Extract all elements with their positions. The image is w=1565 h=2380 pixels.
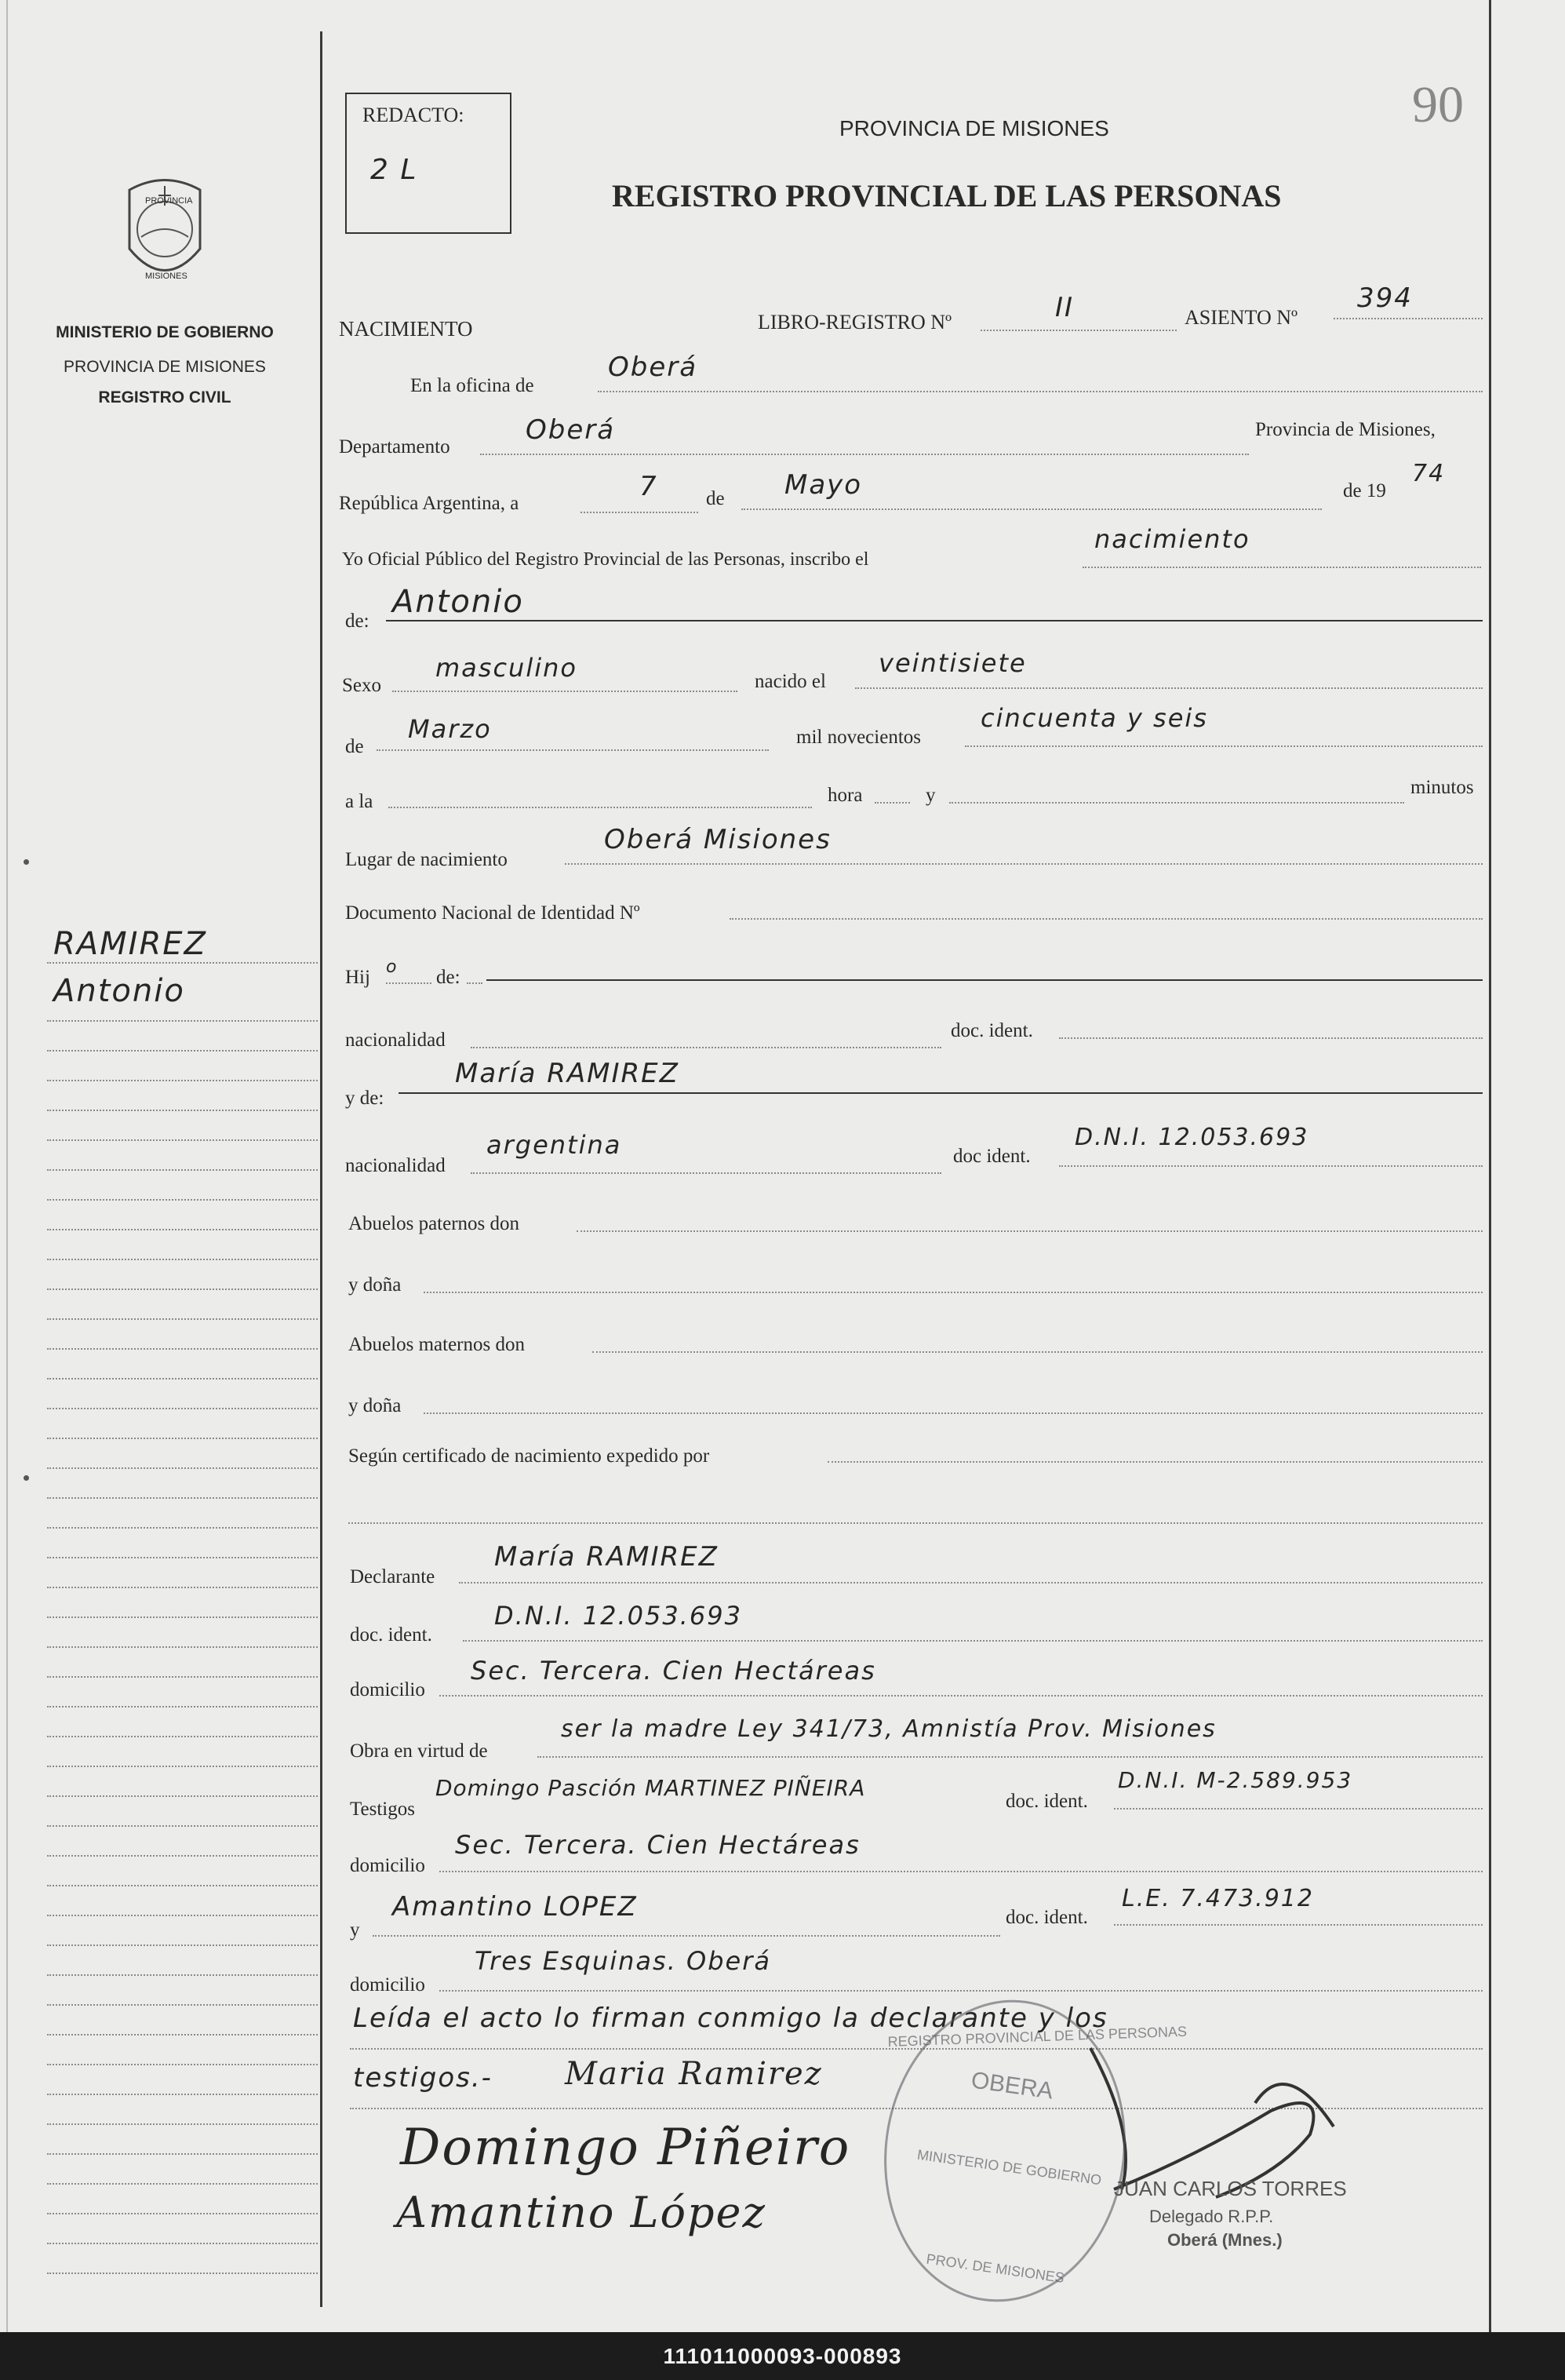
- margin-ruled-line: [47, 1050, 318, 1052]
- ydona2-line: [424, 1412, 1483, 1414]
- sexo-value: masculino: [435, 653, 577, 683]
- closing-statement: Leída el acto lo firman conmigo la declarante y los: [353, 2003, 1108, 2034]
- dni-line: [730, 918, 1483, 920]
- ydona-1-label: y doña: [348, 1274, 402, 1296]
- hij-value: o: [386, 957, 399, 977]
- nacido-line: [855, 687, 1483, 689]
- sexo-line: [392, 691, 737, 692]
- margin-ruled-line: [47, 2153, 318, 2155]
- margin-ruled-line: [47, 1795, 318, 1797]
- hij-label: Hij: [345, 967, 370, 988]
- margin-ruled-line: [47, 1288, 318, 1290]
- y-label: y: [926, 785, 936, 806]
- document-code-footer: 111011000093-000893: [0, 2332, 1565, 2380]
- obra-line: [537, 1756, 1483, 1758]
- nacionalidad-2-value: argentina: [486, 1130, 622, 1160]
- abuelos-m-line: [592, 1351, 1483, 1353]
- margin-ruled-line: [47, 1438, 318, 1439]
- margin-ruled-line: [47, 1139, 318, 1141]
- mother-value: María RAMIREZ: [455, 1058, 679, 1089]
- nac2-line: [471, 1172, 941, 1174]
- day-line: [581, 512, 698, 513]
- inscribo-line: [1083, 567, 1481, 568]
- margin-ruled-line: [47, 1766, 318, 1767]
- hour-line: [388, 807, 812, 808]
- page-number: 90: [1412, 76, 1464, 133]
- lugar-label: Lugar de nacimiento: [345, 849, 508, 870]
- margin-ruled-line: [47, 1020, 318, 1022]
- asiento-value: 394: [1357, 282, 1413, 314]
- hora-label: hora: [828, 785, 863, 806]
- hij-de-label: de:: [436, 967, 460, 988]
- margin-ruled-line: [47, 1527, 318, 1529]
- oficina-label: En la oficina de: [410, 375, 534, 396]
- segun-line-1: [828, 1461, 1483, 1463]
- officer-name-stamp: JUAN CARLOS TORRES: [1114, 2177, 1347, 2200]
- margin-ruled-line: [47, 1378, 318, 1380]
- signature-maria-ramirez: Maria Ramirez: [565, 2056, 823, 2092]
- punch-hole: [24, 859, 29, 865]
- docident2-line: [1059, 1165, 1483, 1167]
- year-value: 74: [1412, 460, 1446, 487]
- inscribo-value: nacimiento: [1094, 524, 1250, 554]
- father-line: [486, 979, 1483, 981]
- redacto-value: 2 L: [370, 154, 418, 186]
- segun-label: Según certificado de nacimiento expedido por: [348, 1445, 710, 1467]
- departamento-line: [480, 454, 1249, 455]
- margin-ruled-line: [47, 2123, 318, 2125]
- docident-4-value: D.N.I. M-2.589.953: [1118, 1767, 1353, 1793]
- docident-3-label: doc. ident.: [350, 1624, 432, 1646]
- margin-ruled-line: [47, 2034, 318, 2036]
- declarante-line: [459, 1582, 1483, 1584]
- officer-place-stamp: Oberá (Mnes.): [1167, 2230, 1283, 2250]
- margin-ruled-line: [47, 1199, 318, 1201]
- domicilio-3-value: Tres Esquinas. Oberá: [475, 1946, 771, 1976]
- round-stamp-center: OBERA: [969, 2067, 1055, 2105]
- mil-value: cincuenta y seis: [981, 703, 1208, 733]
- officer-title-stamp: Delegado R.P.P.: [1149, 2207, 1274, 2226]
- oficina-line: [598, 391, 1483, 392]
- redacto-box: [345, 93, 511, 234]
- province-heading: PROVINCIA DE MISIONES: [839, 116, 1109, 140]
- signature-amantino-lopez: Amantino López: [396, 2188, 766, 2237]
- margin-ruled-line: [47, 2064, 318, 2065]
- margin-ruled-line: [47, 1348, 318, 1350]
- birth-month-line: [377, 749, 769, 751]
- nacionalidad-1-label: nacionalidad: [345, 1030, 446, 1051]
- margin-ruled-line: [47, 1706, 318, 1708]
- libro-line: [981, 330, 1177, 331]
- abuelos-p-line: [577, 1230, 1483, 1232]
- asiento-line: [1334, 318, 1483, 319]
- month-line: [741, 508, 1322, 510]
- margin-ruled-line: [47, 1408, 318, 1409]
- margin-ruled-line: [47, 1497, 318, 1499]
- form-right-border: [1489, 0, 1491, 2332]
- nacionalidad-2-label: nacionalidad: [345, 1155, 446, 1176]
- ala-label: a la: [345, 791, 373, 812]
- obra-label: Obra en virtud de: [350, 1740, 488, 1762]
- margin-ruled-line: [47, 1169, 318, 1171]
- margin-ruled-line: [47, 1467, 318, 1469]
- day-value: 7: [639, 471, 658, 502]
- margin-ruled-line: [47, 1855, 318, 1857]
- margin-ruled-line: [47, 2272, 318, 2274]
- republica-label: República Argentina, a: [339, 493, 519, 514]
- declarante-label: Declarante: [350, 1566, 435, 1587]
- name-line: [386, 620, 1483, 621]
- inscribo-label: Yo Oficial Público del Registro Provincial de las Personas, inscribo el: [342, 549, 869, 570]
- margin-ruled-line: [47, 1110, 318, 1111]
- sexo-label: Sexo: [342, 675, 381, 696]
- oficina-value: Oberá: [608, 352, 698, 383]
- act-type-label: NACIMIENTO: [339, 317, 473, 341]
- margin-ruled-line: [47, 1080, 318, 1081]
- margin-ruled-line: [47, 2004, 318, 2006]
- docident-4-label: doc. ident.: [1006, 1791, 1088, 1812]
- page-edge-line: [6, 0, 8, 2332]
- libro-label: LIBRO-REGISTRO Nº: [758, 311, 952, 333]
- round-stamp-bottom: PROV. DE MISIONES: [925, 2251, 1065, 2286]
- witness-2-value: Amantino LOPEZ: [392, 1891, 638, 1923]
- abuelos-paternos-label: Abuelos paternos don: [348, 1213, 520, 1234]
- registry-line: REGISTRO CIVIL: [98, 388, 231, 406]
- departamento-label: Departamento: [339, 436, 450, 457]
- testigos-label: Testigos: [350, 1799, 415, 1820]
- margin-surname: RAMIREZ: [53, 926, 207, 962]
- signature-domingo-pineiro: Domingo Piñeiro: [400, 2119, 851, 2177]
- hij-dots: [386, 982, 431, 984]
- docident5-line: [1114, 1924, 1483, 1926]
- nacido-label: nacido el: [755, 671, 826, 692]
- nacido-value: veintisiete: [879, 648, 1027, 678]
- yde-label: y de:: [345, 1088, 384, 1109]
- birth-month-value: Marzo: [408, 714, 492, 744]
- dni-label: Documento Nacional de Identidad Nº: [345, 902, 640, 924]
- domicilio3-line: [439, 1990, 1483, 1992]
- domicilio2-line: [439, 1871, 1483, 1872]
- margin-ruled-line: [47, 1587, 318, 1588]
- round-stamp-text: REGISTRO PROVINCIAL DE LAS PERSONAS: [887, 2023, 1188, 2050]
- asiento-label: ASIENTO Nº: [1185, 306, 1298, 329]
- y2-label: y: [350, 1919, 360, 1941]
- margin-ruled-line: [47, 1318, 318, 1320]
- de-label: de: [706, 488, 725, 509]
- punch-hole: [24, 1475, 29, 1481]
- provincia-label: Provincia de Misiones,: [1255, 419, 1436, 440]
- margin-ruled-line: [47, 1616, 318, 1618]
- departamento-value: Oberá: [526, 414, 616, 446]
- margin-ruled-line: [47, 1676, 318, 1678]
- mil-novecientos-label: mil novecientos: [796, 727, 921, 748]
- witness2-line: [373, 1935, 1000, 1937]
- domicilio-2-value: Sec. Tercera. Cien Hectáreas: [455, 1830, 861, 1860]
- margin-ruled-line: [47, 2183, 318, 2185]
- province-line: PROVINCIA DE MISIONES: [64, 358, 266, 376]
- ministry-line: MINISTERIO DE GOBIERNO: [56, 323, 274, 341]
- docident-2-value: D.N.I. 12.053.693: [1075, 1124, 1309, 1151]
- docident-3-value: D.N.I. 12.053.693: [494, 1601, 742, 1631]
- minutos-label: minutos: [1410, 777, 1474, 798]
- margin-ruled-line: [47, 1885, 318, 1886]
- declarante-value: María RAMIREZ: [494, 1541, 719, 1573]
- docident4-line: [1114, 1808, 1483, 1810]
- margin-ruled-line: [47, 2243, 318, 2244]
- year-label: de 19: [1343, 480, 1386, 501]
- ydona1-line: [424, 1292, 1483, 1293]
- seal-top-text: PROVINCIA: [145, 196, 193, 206]
- nac1-line: [471, 1047, 941, 1048]
- domicilio-2-label: domicilio: [350, 1855, 425, 1876]
- margin-ruled-line: [47, 1944, 318, 1946]
- redacto-label: REDACTO:: [362, 104, 464, 126]
- round-registry-stamp: [865, 1985, 1188, 2318]
- month-value: Mayo: [784, 469, 863, 501]
- margin-ruled-line: [47, 1736, 318, 1737]
- margin-ruled-line: [47, 1259, 318, 1260]
- margin-ruled-line: [47, 1229, 318, 1230]
- mil-line: [965, 745, 1483, 747]
- coat-of-arms-seal: [114, 174, 216, 292]
- domicilio-1-label: domicilio: [350, 1679, 425, 1700]
- margin-ruled-line: [47, 1646, 318, 1648]
- ydona-2-label: y doña: [348, 1395, 402, 1416]
- lugar-line: [565, 863, 1483, 865]
- margin-ruled-line: [47, 1974, 318, 1976]
- form-left-border: [320, 31, 322, 2307]
- docident-1-label: doc. ident.: [951, 1020, 1033, 1041]
- de-label-2: de: [345, 736, 364, 757]
- margin-given-name: Antonio: [53, 973, 185, 1009]
- child-name-value: Antonio: [392, 584, 524, 620]
- hij-de-dots: [467, 982, 482, 984]
- margin-ruled-line: [47, 1557, 318, 1558]
- closing-testigos: testigos.-: [353, 2062, 493, 2094]
- minutes-line: [949, 802, 1404, 804]
- domicilio-3-label: domicilio: [350, 1974, 425, 1995]
- docident-2-label: doc ident.: [953, 1146, 1031, 1167]
- segun-line-2: [348, 1522, 1483, 1524]
- docident-5-label: doc. ident.: [1006, 1907, 1088, 1928]
- de-colon-label: de:: [345, 610, 369, 632]
- docident1-line: [1059, 1037, 1483, 1039]
- obra-value: ser la madre Ley 341/73, Amnistía Prov. Misiones: [561, 1715, 1217, 1743]
- round-stamp-inner: MINISTERIO DE GOBIERNO: [915, 2146, 1103, 2189]
- margin-ruled-line: [47, 2213, 318, 2214]
- docident3-line: [463, 1640, 1483, 1642]
- mother-line: [399, 1092, 1483, 1094]
- seal-bottom-text: MISIONES: [145, 272, 187, 281]
- margin-ruled-line: [47, 2094, 318, 2095]
- margin-line: [47, 962, 318, 964]
- abuelos-maternos-label: Abuelos maternos don: [348, 1334, 525, 1355]
- domicilio-1-value: Sec. Tercera. Cien Hectáreas: [471, 1656, 876, 1686]
- libro-value: II: [1055, 292, 1075, 323]
- domicilio1-line: [439, 1695, 1483, 1697]
- registry-heading: REGISTRO PROVINCIAL DE LAS PERSONAS: [612, 178, 1282, 213]
- lugar-value: Oberá Misiones: [604, 824, 832, 855]
- margin-ruled-line: [47, 1915, 318, 1916]
- docident-5-value: L.E. 7.473.912: [1122, 1885, 1314, 1912]
- margin-ruled-line: [47, 1825, 318, 1827]
- testigos-value: Domingo Pasción MARTINEZ PIÑEIRA: [435, 1775, 866, 1801]
- hora-dots: [875, 802, 910, 804]
